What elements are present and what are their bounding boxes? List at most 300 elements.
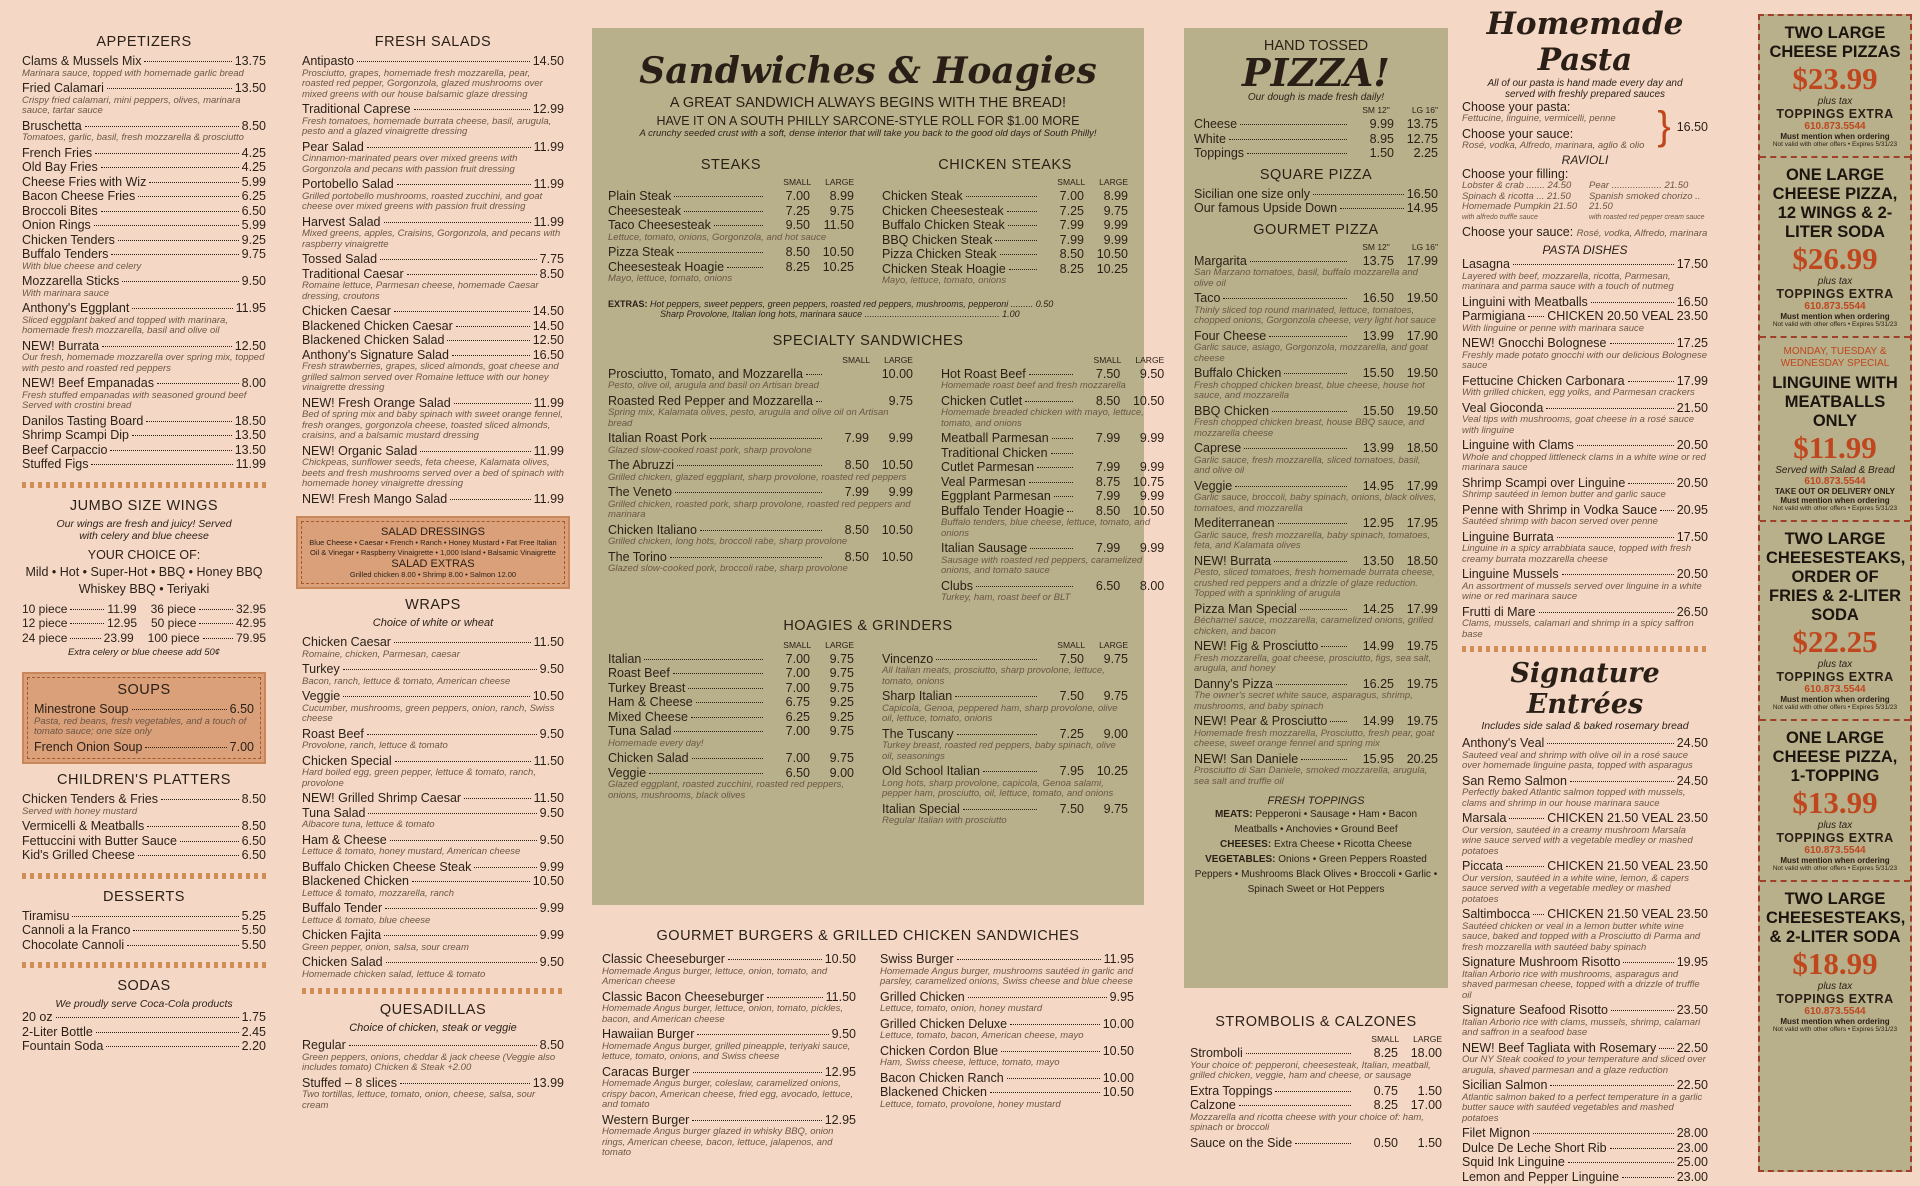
sodas-list bbox=[22, 1010, 266, 1054]
wings-title: JUMBO SIZE WINGS bbox=[69, 497, 219, 514]
menu-item bbox=[1194, 366, 1438, 381]
specialty-title: SPECIALTY SANDWICHES bbox=[772, 332, 964, 349]
item-name: Lasagna bbox=[1462, 257, 1510, 271]
toppings-title: FRESH TOPPINGS bbox=[1267, 795, 1365, 807]
item-price-large: 9.25 bbox=[829, 709, 854, 724]
menu-item bbox=[608, 394, 913, 409]
item-description: Homemade fresh mozzarella, Prosciutto, fresh pear, goat cheese, sweet orange fennel and spring mix bbox=[1194, 727, 1435, 749]
leader-dots bbox=[1628, 483, 1673, 484]
item-price-large: 9.75 bbox=[1103, 203, 1128, 218]
leader-dots bbox=[95, 153, 239, 154]
item-price: 9.50 bbox=[539, 726, 564, 741]
item-description: Fresh tomatoes, homemade burrata cheese, basil, arugula, pesto and a glazed vinaigrette dressing bbox=[302, 115, 552, 137]
menu-item bbox=[602, 990, 856, 1005]
item-price: 5.99 bbox=[241, 174, 266, 189]
menu-item bbox=[882, 727, 1128, 742]
item-description: Homemade roast beef and fresh mozzarella bbox=[940, 380, 1126, 391]
leader-dots bbox=[1301, 759, 1347, 760]
specialty-right bbox=[941, 353, 1164, 606]
dressings-title: SALAD DRESSINGS bbox=[381, 526, 485, 538]
menu-item bbox=[1194, 752, 1438, 767]
filling-line: Lobster & crab ....... 24.50 bbox=[1462, 180, 1572, 191]
item-name: Grilled Chicken bbox=[880, 989, 965, 1004]
menu-item bbox=[602, 952, 856, 967]
item-price-large: 10.00 bbox=[881, 366, 913, 381]
item-name: Pizza Steak bbox=[608, 245, 675, 259]
leader-dots bbox=[1007, 211, 1037, 212]
item-name: Fettucine Chicken Carbonara bbox=[1462, 373, 1625, 388]
item-price: 10.00 bbox=[1102, 1070, 1134, 1085]
item-name: Four Cheese bbox=[1194, 328, 1267, 343]
filling-line: Homemade Pumpkin 21.50 bbox=[1462, 201, 1578, 212]
item-description: Whole and chopped littleneck clams in a white wine or red marinara sauce bbox=[1462, 451, 1706, 473]
item-name: Regular bbox=[302, 1038, 346, 1052]
wings-choice: YOUR CHOICE OF: bbox=[87, 547, 201, 562]
menu-item bbox=[22, 848, 266, 863]
deal-price: $22.25 bbox=[1792, 624, 1878, 659]
leader-dots bbox=[122, 281, 238, 282]
item-price-large: 19.75 bbox=[1406, 676, 1438, 691]
leader-dots bbox=[394, 311, 530, 312]
leader-dots bbox=[110, 450, 231, 451]
chicken-col bbox=[882, 151, 1128, 289]
leader-dots bbox=[1025, 401, 1073, 402]
leader-dots bbox=[968, 997, 1107, 998]
item-price: 11.50 bbox=[825, 989, 856, 1004]
leader-dots bbox=[1610, 1148, 1674, 1149]
item-price: 16.50 bbox=[532, 347, 564, 362]
item-name: Marsala bbox=[1462, 811, 1507, 825]
item-price-large: 9.75 bbox=[1103, 689, 1128, 703]
menu-item bbox=[882, 218, 1128, 233]
leader-dots bbox=[1037, 467, 1073, 468]
item-name: Buffalo Tender Hoagie bbox=[940, 503, 1065, 518]
leader-dots bbox=[1528, 316, 1544, 317]
deal-phone: 610.873.5544 bbox=[1804, 121, 1866, 132]
menu-item bbox=[302, 874, 564, 889]
children-list bbox=[22, 792, 266, 863]
item-price-small: 8.50 bbox=[1095, 503, 1121, 518]
item-name: Tiramisu bbox=[22, 908, 70, 923]
item-price: 8.50 bbox=[539, 1038, 564, 1052]
leader-dots bbox=[674, 196, 763, 197]
menu-item bbox=[1462, 438, 1708, 453]
leader-dots bbox=[1533, 914, 1544, 915]
item-name: Veggie bbox=[608, 765, 647, 780]
item-description: Fresh strawberries, grapes, sliced almonds, goat cheese and grilled salmon served over Romaine lettuce with our honey vinaigrette dressing bbox=[302, 361, 559, 393]
leader-dots bbox=[1008, 225, 1037, 226]
menu-item bbox=[941, 475, 1164, 490]
item-name: French Fries bbox=[22, 145, 93, 160]
menu-item bbox=[608, 681, 854, 696]
item-name: Shrimp Scampi Dip bbox=[22, 428, 129, 442]
item-name: Veggie bbox=[1194, 478, 1233, 493]
divider bbox=[22, 873, 266, 879]
item-description: Our fresh, homemade mozzarella over spring mix, topped with pesto and roasted red peppers bbox=[22, 352, 265, 374]
item-description: With marinara sauce bbox=[22, 287, 110, 299]
menu-item bbox=[1462, 1003, 1708, 1018]
item-description: Marinara sauce, topped with homemade garlic bread bbox=[22, 67, 244, 79]
leader-dots bbox=[697, 1034, 828, 1035]
item-name: Vermicelli & Meatballs bbox=[22, 819, 145, 833]
veg-label: VEGETABLES: bbox=[1205, 854, 1276, 865]
menu-item bbox=[608, 695, 854, 710]
leader-dots bbox=[1313, 194, 1404, 195]
item-price: 8.50 bbox=[539, 266, 564, 281]
item-price: 6.50 bbox=[241, 848, 266, 862]
item-description: Long hots, sharp provolone, capicola, Genoa salami, pepper ham, prosciutto, oil, lettuce, tomato, and onions bbox=[882, 777, 1114, 799]
item-price-small: 1.50 bbox=[1369, 146, 1394, 160]
entrees-title: Signature Entrées bbox=[1510, 658, 1660, 720]
item-description: All Italian meats, prosciutto, sharp provolone, lettuce, tomato, onions bbox=[882, 665, 1105, 687]
menu-item bbox=[302, 860, 564, 875]
item-price: 16.50 bbox=[1676, 294, 1708, 309]
item-price: 13.50 bbox=[234, 81, 266, 95]
item-description: Provolone, ranch, lettuce & tomato bbox=[302, 740, 448, 751]
steaks-row bbox=[608, 151, 1128, 289]
item-price-large: 2.25 bbox=[1413, 146, 1438, 160]
leader-dots bbox=[1051, 453, 1074, 454]
strombolis-list bbox=[1190, 1046, 1442, 1150]
item-description: Bed of spring mix and baby spinach with sweet orange fennel, fresh oranges, gorgonzola cheese, toasted sliced almonds, craisins, and a balsamic mustard dressing bbox=[302, 409, 563, 441]
item-name: Pizza Chicken Steak bbox=[882, 247, 997, 261]
item-price-large: 9.75 bbox=[829, 680, 854, 695]
item-name: Hot Roast Beef bbox=[940, 366, 1026, 381]
leader-dots bbox=[397, 184, 531, 185]
leader-dots bbox=[91, 464, 232, 465]
item-description: Turkey breast, roasted red peppers, baby spinach, olive oil, seasonings bbox=[882, 740, 1116, 762]
deal-title: TWO LARGE CHEESESTEAKS, ORDER OF FRIES & 2-LITER SODA bbox=[1766, 530, 1906, 624]
leader-dots bbox=[1295, 1143, 1351, 1144]
menu-item bbox=[22, 1039, 266, 1054]
item-price: 11.99 bbox=[533, 214, 564, 229]
item-name: Piccata bbox=[1462, 859, 1503, 873]
item-price-large: 20.25 bbox=[1406, 751, 1438, 766]
item-name: Cannoli a la Franco bbox=[22, 923, 131, 937]
item-price: 11.99 bbox=[533, 177, 564, 191]
filling-line: Pear ................... 21.50 bbox=[1589, 180, 1689, 191]
menu-item bbox=[608, 245, 854, 260]
item-price: 9.50 bbox=[539, 662, 564, 676]
item-price: 2.45 bbox=[241, 1024, 266, 1039]
menu-item bbox=[302, 396, 564, 411]
menu-item bbox=[608, 724, 854, 739]
extras-label: EXTRAS: bbox=[608, 298, 648, 309]
leader-dots bbox=[161, 799, 239, 800]
item-description: Garlic sauce, fresh mozzarella, baby spinach, tomatoes, feta, and Kalamata olives bbox=[1194, 529, 1431, 551]
chicken-list bbox=[882, 189, 1128, 287]
item-price-small: 7.50 bbox=[1059, 801, 1084, 816]
soups-title: SOUPS bbox=[117, 682, 171, 698]
leader-dots bbox=[180, 841, 239, 842]
item-name: Cheese bbox=[1194, 117, 1238, 131]
item-name: Turkey bbox=[302, 662, 340, 676]
item-name: Fountain Soda bbox=[22, 1039, 104, 1053]
item-price-small: 8.50 bbox=[844, 458, 869, 472]
item-price: 11.50 bbox=[533, 791, 564, 805]
item-price: 9.50 bbox=[241, 274, 266, 288]
item-name: Clubs bbox=[940, 578, 973, 593]
item-description: Cinnamon-marinated pears over mixed greens with Gorgonzola and pecans with passion fruit dressing bbox=[302, 153, 518, 175]
item-price-large: 9.75 bbox=[829, 203, 854, 218]
item-price-large: 10.50 bbox=[822, 245, 854, 259]
wings-flavors-2: Whiskey BBQ • Teriyaki bbox=[78, 581, 210, 596]
burgers-left-list bbox=[602, 952, 856, 1161]
leader-dots bbox=[106, 1046, 238, 1047]
item-price: 5.25 bbox=[241, 908, 266, 923]
item-name: Frutti di Mare bbox=[1462, 604, 1536, 619]
item-description: Atlantic salmon baked to a perfect temperature in a garlic butter sauce with sautéed vegetables and mashed potatoes bbox=[1462, 1091, 1703, 1124]
deals-column bbox=[1758, 14, 1912, 1172]
item-description: Perfectly baked Atlantic salmon topped with mussels, clams and shrimp in our house marinara sauce bbox=[1462, 787, 1686, 809]
sauce-list-2: Rosé, vodka, Alfredo, marinara bbox=[1576, 228, 1708, 239]
item-price-large: 17.95 bbox=[1406, 516, 1438, 530]
leader-dots bbox=[1229, 139, 1347, 140]
item-name: Minestrone Soup bbox=[34, 702, 129, 716]
deal-notvalid: Not valid with other offers • Expires 5/31/23 bbox=[1772, 1026, 1898, 1033]
menu-item bbox=[302, 833, 564, 848]
item-price-large: 18.50 bbox=[1406, 441, 1438, 455]
item-description: Homemade Angus burger, coleslaw, caramelized onions, crispy bacon, American cheese, fried egg, avocado, lettuce, and tomato bbox=[602, 1078, 854, 1110]
cheeses-label: CHEESES: bbox=[1220, 839, 1272, 850]
item-name: Saltimbocca bbox=[1462, 907, 1531, 921]
item-name: BBQ Chicken Steak bbox=[882, 232, 993, 247]
item-price-small: 8.50 bbox=[1059, 247, 1084, 261]
item-name: Toppings bbox=[1194, 146, 1245, 160]
item-name: Kid's Grilled Cheese bbox=[22, 848, 135, 862]
item-price-small: 15.50 bbox=[1362, 403, 1394, 418]
item-name: Chicken Steak Hoagie bbox=[882, 261, 1006, 276]
item-description: Buffalo tenders, blue cheese, lettuce, tomato, and onions bbox=[940, 517, 1151, 539]
item-price: 9.99 bbox=[539, 901, 564, 915]
pizza-size-headers bbox=[1194, 105, 1438, 115]
menu-item bbox=[1462, 567, 1708, 582]
menu-item bbox=[880, 1044, 1134, 1059]
leader-dots bbox=[118, 240, 239, 241]
item-price-small: 12.95 bbox=[1362, 516, 1394, 530]
leader-dots bbox=[1030, 548, 1073, 549]
item-name: Traditional Chicken bbox=[940, 445, 1048, 460]
item-price: 18.50 bbox=[234, 413, 266, 428]
menu-item bbox=[941, 579, 1164, 594]
item-description: Capicola, Genoa, peppered ham, sharp provolone, olive oil, lettuce, tomato, onions bbox=[882, 702, 1118, 724]
leader-dots bbox=[1610, 343, 1674, 344]
item-description: Regular Italian with prosciutto bbox=[882, 815, 1007, 826]
large-header: LARGE bbox=[884, 354, 913, 365]
item-price-small: 8.25 bbox=[1059, 261, 1084, 276]
item-price-large: 18.00 bbox=[1410, 1046, 1442, 1060]
item-description: Garlic sauce, asiago, Gorgonzola, mozzarella, and goat cheese bbox=[1194, 342, 1428, 364]
gourmet-list bbox=[1194, 254, 1438, 788]
item-price-small: 0.75 bbox=[1373, 1083, 1398, 1098]
leader-dots bbox=[349, 1045, 537, 1046]
leader-dots bbox=[1269, 336, 1347, 337]
children-title: CHILDREN'S PLATTERS bbox=[57, 772, 231, 788]
item-price: 23.50 bbox=[1676, 1003, 1708, 1017]
pasta-dishes-title: PASTA DISHES bbox=[1542, 243, 1628, 257]
wings-price-a: 12.95 bbox=[106, 616, 137, 630]
item-price-large: 9.99 bbox=[1139, 460, 1165, 474]
leader-dots bbox=[806, 374, 822, 375]
deal-plus: plus tax bbox=[1817, 981, 1853, 992]
wings-row bbox=[22, 631, 266, 646]
item-price-small: 7.00 bbox=[785, 751, 810, 765]
pasta-choice-left bbox=[1462, 100, 1657, 153]
leader-dots bbox=[101, 211, 239, 212]
item-name: Chicken Caesar bbox=[302, 635, 391, 649]
item-description: Served with honey mustard bbox=[22, 805, 138, 817]
item-price-large: 9.99 bbox=[1139, 431, 1165, 445]
leader-dots bbox=[684, 211, 763, 212]
small-header: SMALL bbox=[1371, 1034, 1400, 1044]
leader-dots bbox=[447, 340, 529, 341]
menu-item bbox=[22, 218, 266, 233]
item-name: Meatball Parmesan bbox=[940, 431, 1049, 445]
item-name: Buffalo Chicken bbox=[1194, 366, 1282, 380]
menu-item bbox=[1462, 295, 1708, 310]
hoagies-title: HOAGIES & GRINDERS bbox=[783, 617, 953, 634]
deal-price: $11.99 bbox=[1793, 430, 1877, 465]
leader-dots bbox=[649, 773, 763, 774]
item-description: Cucumber, mushrooms, green peppers, onion, ranch, Swiss cheese bbox=[302, 702, 555, 724]
item-price: 2.20 bbox=[241, 1039, 266, 1053]
menu-item bbox=[1194, 329, 1438, 344]
item-name: NEW! Organic Salad bbox=[302, 443, 418, 458]
menu-item bbox=[602, 1065, 856, 1080]
item-price: 11.99 bbox=[533, 139, 564, 154]
leader-dots bbox=[1250, 261, 1347, 262]
item-price-small: 7.95 bbox=[1059, 764, 1084, 778]
deal-coupon bbox=[1760, 721, 1910, 882]
leader-dots bbox=[1659, 1048, 1673, 1049]
item-name: Linguini with Meatballs bbox=[1462, 294, 1588, 309]
leader-dots bbox=[203, 638, 233, 639]
salads-list bbox=[302, 54, 564, 506]
leader-dots bbox=[414, 109, 530, 110]
item-description: Glazed slow-cooked pork, broccoli rabe, sharp provolone bbox=[608, 563, 848, 574]
item-price-small: 13.99 bbox=[1362, 441, 1394, 455]
menu-item bbox=[1462, 1041, 1708, 1056]
item-price: 9.50 bbox=[831, 1027, 856, 1041]
menu-item bbox=[1194, 187, 1438, 202]
item-description: Italian Arborio rice with clams, mussels, shrimp, calamari and saffron in a seafood base bbox=[1462, 1016, 1701, 1038]
item-price-large: 18.50 bbox=[1406, 553, 1438, 568]
quesadillas-list bbox=[302, 1038, 564, 1111]
item-name: Traditional Caesar bbox=[302, 266, 404, 281]
item-price-small: 7.99 bbox=[844, 485, 869, 499]
item-price: 22.50 bbox=[1676, 1040, 1708, 1055]
item-price: 9.50 bbox=[539, 832, 564, 847]
item-price-small: 8.50 bbox=[785, 245, 810, 259]
item-description: Mayo, lettuce, tomato, onions bbox=[608, 273, 733, 284]
menu-item bbox=[302, 140, 564, 155]
deal-phone: 610.873.5544 bbox=[1804, 301, 1866, 312]
item-name: Turkey Breast bbox=[608, 680, 686, 695]
leader-dots bbox=[1550, 1085, 1673, 1086]
leader-dots bbox=[644, 659, 763, 660]
deal-price: $26.99 bbox=[1792, 241, 1878, 276]
menu-item bbox=[22, 146, 266, 161]
menu-item bbox=[22, 204, 266, 219]
item-name: Margarita bbox=[1194, 253, 1247, 268]
item-description: Grilled chicken, roasted pork, sharp provolone, roasted red peppers and marinara bbox=[608, 498, 911, 520]
menu-item bbox=[608, 766, 854, 781]
item-price-small: 15.95 bbox=[1362, 751, 1394, 766]
item-price-large: 9.75 bbox=[829, 724, 854, 738]
item-name: NEW! Fresh Orange Salad bbox=[302, 395, 451, 410]
leader-dots bbox=[674, 731, 763, 732]
item-price: 16.50 bbox=[1406, 186, 1438, 201]
item-description: Homemade chicken salad, lettuce & tomato bbox=[302, 968, 486, 980]
item-description: Lettuce, tomato, provolone, honey mustard bbox=[880, 1098, 1061, 1110]
dressings-extras: Grilled chicken 8.00 • Shrimp 8.00 • Salmon 12.00 bbox=[349, 570, 517, 579]
item-name: Linguine Burrata bbox=[1462, 529, 1554, 544]
leader-dots bbox=[675, 492, 822, 493]
item-price-small: 14.25 bbox=[1362, 601, 1394, 616]
menu-item bbox=[34, 702, 254, 717]
menu-item bbox=[22, 247, 266, 262]
item-name: Italian bbox=[608, 651, 642, 666]
item-name: Blackened Chicken bbox=[880, 1085, 988, 1099]
leader-dots bbox=[1001, 1051, 1100, 1052]
item-price-small: 6.25 bbox=[785, 709, 810, 724]
leader-dots bbox=[394, 642, 531, 643]
item-description: Homemade Angus burger, grilled pineapple, teriyaki sauce, lettuce, tomato, onions, and Swiss cheese bbox=[602, 1040, 851, 1062]
menu-item bbox=[882, 802, 1128, 817]
item-name: Plain Steak bbox=[608, 189, 672, 203]
wraps-title: WRAPS bbox=[405, 597, 461, 613]
item-price: 25.00 bbox=[1676, 1155, 1708, 1169]
leader-dots bbox=[1244, 448, 1347, 449]
divider bbox=[1462, 646, 1708, 652]
item-price: 8.50 bbox=[241, 792, 266, 806]
leader-dots bbox=[474, 867, 536, 868]
ravioli-title: RAVIOLI bbox=[1561, 153, 1609, 167]
item-name: Calzone bbox=[1190, 1098, 1236, 1112]
item-name: NEW! Beef Empanadas bbox=[22, 376, 155, 390]
item-price: 6.50 bbox=[229, 702, 254, 716]
item-name: Danny's Pizza bbox=[1194, 676, 1273, 691]
menu-item bbox=[302, 102, 564, 117]
leader-dots bbox=[56, 1017, 239, 1018]
item-price-large: 9.99 bbox=[1103, 232, 1128, 247]
leader-dots bbox=[691, 717, 763, 718]
item-price-large: 19.75 bbox=[1406, 639, 1438, 653]
item-price: 20.95 bbox=[1676, 502, 1708, 517]
menu-item bbox=[22, 414, 266, 429]
leader-dots bbox=[343, 696, 529, 697]
choose-pasta: Choose your pasta: bbox=[1462, 100, 1571, 114]
menu-item bbox=[941, 541, 1164, 556]
hoagies-left bbox=[608, 638, 854, 829]
wings-price-b: 79.95 bbox=[235, 630, 267, 645]
item-price-large: 9.99 bbox=[888, 485, 913, 499]
item-name: Roast Beef bbox=[302, 726, 364, 741]
dressings-box bbox=[296, 516, 570, 589]
item-price-small: 15.50 bbox=[1362, 366, 1394, 380]
item-price-small: 7.25 bbox=[1059, 726, 1084, 741]
item-description: Tomatoes, garlic, basil, fresh mozzarella & prosciutto bbox=[22, 132, 244, 143]
leader-dots bbox=[1029, 482, 1073, 483]
item-price: 5.99 bbox=[241, 218, 266, 232]
item-name: 2-Liter Bottle bbox=[22, 1024, 93, 1039]
item-description: Béchamel sauce, mozzarella, caramelized onions, grilled chicken, and bacon bbox=[1194, 615, 1434, 637]
item-name: Squid Ink Linguine bbox=[1462, 1155, 1565, 1169]
deal-plus: plus tax bbox=[1817, 659, 1853, 670]
item-name: Bacon Chicken Ranch bbox=[880, 1070, 1004, 1085]
pasta-title: Homemade Pasta bbox=[1486, 6, 1684, 78]
deal-must: Must mention when ordering bbox=[1780, 132, 1890, 141]
